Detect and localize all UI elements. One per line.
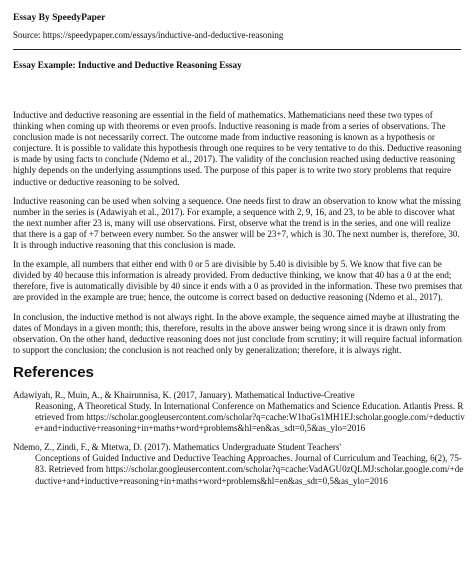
document-header [13, 12, 463, 41]
reference-item [13, 390, 465, 434]
references-heading: References [13, 363, 94, 381]
paragraph-conclusion: In conclusion, the inductive method is not always right. In the above example, the sequence aimed maybe at illustrating the dates of Mondays in a given month; this, therefore, results in the above answer being wrong since it is drawn only from observation. On the other hand, deductive reasoning does not just conclude from scrutiny; it will require factual information to support the conclusion; the conclusion is not reached only by generalization; therefore, it is always right. [13, 311, 462, 355]
essay-body [13, 110, 465, 495]
reference-first-line: Adawiyah, R., Muin, A., & Khairunnisa, K. (2017, January). Mathematical Inductive-Creative [13, 389, 355, 400]
paragraph-intro: Inductive and deductive reasoning are essential in the field of mathematics. Mathematicians need these two types of thinking when coming up with theorems or even proofs. Inductive reasoning is made from a series of observations. The conclusion made is not necessarily correct. The outcome made from inductive reasoning is known as a hypothesis or conjecture. It is possible to validate this hypothesis through one requires to be very tentative to do this. Deductive reasoning is made by using facts to conclude (Ndemo et al., 2017). The validity of the conclusion reached using deductive reasoning highly depends on the underlying assumptions used. The purpose of this paper is to write two story problems that require inductive or deductive reasoning to be solved. [13, 110, 462, 187]
brand-title: Essay By SpeedyPaper [13, 13, 106, 23]
reference-first-line: Ndemo, Z., Zindi, F., & Mtetwa, D. (2017). Mathematics Undergraduate Student Teachers' [13, 442, 342, 453]
paragraph-inductive: Inductive reasoning can be used when solving a sequence. One needs first to draw an observation to know what the missing number in the series is (Adawiyah et al., 2017). For example, a sequence with 2, 9, 16, and 23, to be able to discover what the next number after 23 is, many will use observations. First, observe what the trend is in the series, and one will realize that there is a gap of +7 between every number. So the answer will be 23+7, which is 30. The next number is, therefore, 30. It is through inductive reasoning that this conclusion is made. [13, 195, 461, 251]
reference-continuation: Conceptions of Guided Inductive and Deductive Teaching Approaches. Journal of Curriculum and Teaching, 6(2), 75-83. Retrieved from https://scholar.googleusercontent.com/scholar?q=cache:VadAGU0zQLMJ:scholar.google.com/+deductive+and+inductive+reasoning+in+maths+word+problems&hl=en&as_sdt=0,5&as_ylo=2016 [35, 453, 464, 486]
paragraph-deductive: In the example, all numbers that either end with 0 or 5 are divisible by 5.40 is divisible by 5. We know that five can be divided by 40 because this information is already provided. From deductive thinking, we know that 40 has a 0 at the end; therefore, five is automatically divisible by 40 since it ends with a 0 as provided in the information. These two premises that are provided in the example are true; hence, the outcome is correct based on deductive reasoning (Ndemo et al., 2017). [13, 259, 463, 303]
essay-title: Essay Example: Inductive and Deductive Reasoning Essay [13, 60, 242, 70]
header-divider [13, 49, 461, 50]
source-line: Source: https://speedypaper.com/essays/inductive-and-deductive-reasoning [13, 30, 284, 40]
reference-continuation: Reasoning, A Theoretical Study. In International Conference on Mathematics and Science Education. Atlantis Press. Retrieved from https://scholar.googleusercontent.com/scholar?q=cache:W1baGs1MH1EJ:scholar.google.com/+deductive+and+inductive+reasoning+in+maths+word+problems&hl=en&as_sdt=0,5&as_ylo=2016 [35, 400, 465, 434]
reference-item [13, 442, 465, 486]
